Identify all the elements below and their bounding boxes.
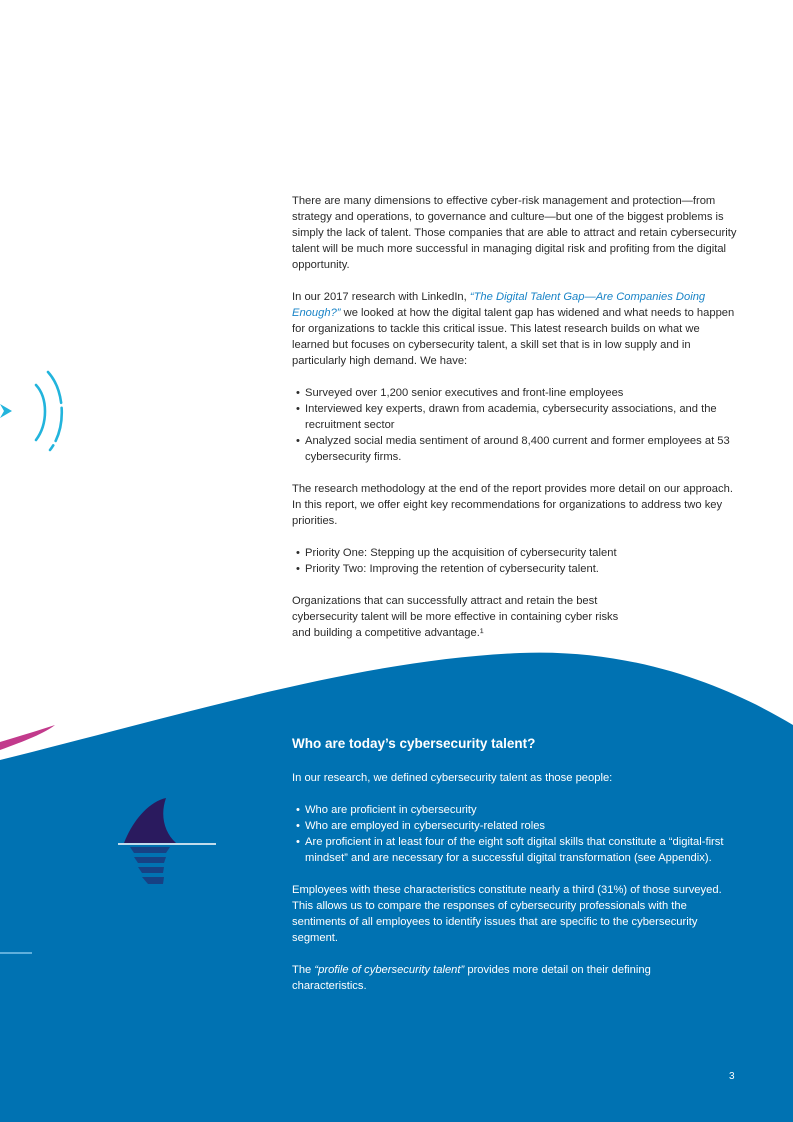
talent-paragraph-3-rest: provides more detail on their defining characteristics. [292,964,651,992]
list-item: • Surveyed over 1,200 senior executives and front-line employees [292,385,740,401]
talent-section [292,734,740,994]
research-activities-list [292,385,740,465]
list-item: • Are proficient in at least four of the eight soft digital skills that constitute a “digital-first mindset” and are necessary for a successful digital transformation (see Appendix). [292,834,727,866]
list-item: • Priority Two: Improving the retention of cybersecurity talent. [292,561,740,577]
list-item: • Priority One: Stepping up the acquisition of cybersecurity talent [292,545,740,561]
talent-criteria-list [292,802,727,866]
report-title-link[interactable]: “The Digital Talent Gap—Are Companies Doing Enough?” [292,291,706,319]
page-number: 3 [729,1071,735,1082]
intro-paragraph-3: The research methodology at the end of the report provides more detail on our approach. In this report, we offer eight key recommendations for organizations to address two key priorities. [292,483,733,527]
list-item: • Who are employed in cybersecurity-related roles [292,818,727,834]
profile-link[interactable]: “profile of cybersecurity talent” [314,964,465,976]
intro-paragraph-2 [292,289,740,369]
intro-section [292,193,740,641]
signal-icon [0,372,62,450]
intro-paragraph-1: There are many dimensions to effective cyber-risk management and protection—from strategy and operations, to governance and culture—but one of the biggest problems is simply the lack of talent. Those companies that are able to attract and retain cybersecurity talent will be much more successful in managing digital risk and profiting from the digital opportunity. [292,195,737,271]
talent-paragraph-3-lead: The [292,964,315,976]
intro-paragraph-2-rest: we looked at how the digital talent gap has widened and what needs to happen for organizations to tackle this critical issue. This latest research builds on what we learned but focuses on cybersecurity talent, a skill set that is in low supply and in particularly high demand. We have: [292,307,735,367]
intro-paragraph-2-lead: In our 2017 research with LinkedIn, [292,291,470,303]
magenta-swoosh [0,725,55,750]
intro-paragraph-4: Organizations that can successfully attract and retain the best cybersecurity talent will be more effective in containing cyber risks and building a competitive advantage.¹ [292,595,619,639]
priorities-list [292,545,740,577]
talent-paragraph-1: In our research, we defined cybersecurity talent as those people: [292,772,613,784]
talent-paragraph-2: Employees with these characteristics constitute nearly a third (31%) of those surveyed. This allows us to compare the responses of cybersecurity professionals with the sentiments of all employees to identify issues that are specific to the cybersecurity segment. [292,884,722,944]
list-item: • Who are proficient in cybersecurity [292,802,727,818]
talent-paragraph-3 [292,962,692,994]
talent-heading: Who are today’s cybersecurity talent? [292,736,536,751]
list-item: • Analyzed social media sentiment of around 8,400 current and former employees at 53 cybersecurity firms. [292,433,740,465]
list-item: • Interviewed key experts, drawn from academia, cybersecurity associations, and the recruitment sector [292,401,740,433]
